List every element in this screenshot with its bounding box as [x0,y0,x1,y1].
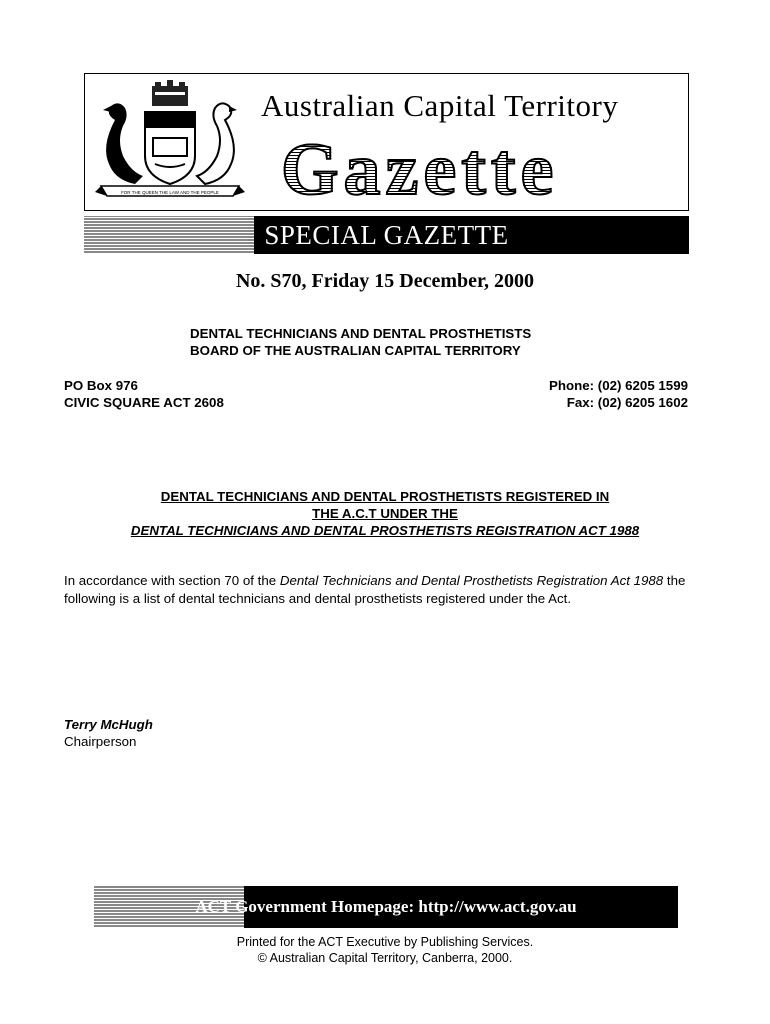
notice-body [64,572,704,608]
po-box: PO Box 976 [64,378,138,393]
phone-number: Phone: (02) 6205 1599 [549,378,688,393]
signer-title: Chairperson [64,734,137,749]
gazette-title: Gazette [281,129,559,211]
act-name: Dental Technicians and Dental Prosthetists Registration Act 1988 [279,573,664,588]
territory-title: Australian Capital Territory [261,88,619,123]
notice-heading-act: DENTAL TECHNICIANS AND DENTAL PROSTHETISTS REGISTRATION ACT 1988 [130,523,640,538]
special-gazette-label: SPECIAL GAZETTE [264,220,509,250]
body-text-start: In accordance with section 70 of the [64,573,280,588]
coat-motto: FOR THE QUEEN THE LAW AND THE PEOPLE [121,190,219,195]
copyright: © Australian Capital Territory, Canberra, 2000. [257,951,513,965]
gazette-masthead [84,73,689,211]
signer-name: Terry McHugh [64,717,153,732]
city-address: CIVIC SQUARE ACT 2608 [64,395,224,410]
notice-heading-line2: THE A.C.T UNDER THE [312,506,458,521]
issue-number-date: No. S70, Friday 15 December, 2000 [235,270,535,292]
special-gazette-banner [84,216,689,254]
fax-number: Fax: (02) 6205 1602 [566,395,688,410]
board-name-line2: BOARD OF THE AUSTRALIAN CAPITAL TERRITORY [190,343,521,358]
act-coat-of-arms-icon [95,80,245,206]
homepage-text: ACT Government Homepage: http://www.act.gov.au [195,897,577,916]
board-name-line1: DENTAL TECHNICIANS AND DENTAL PROSTHETISTS [190,326,532,341]
printed-by: Printed for the ACT Executive by Publishing Services. [236,935,534,949]
notice-heading-line1: DENTAL TECHNICIANS AND DENTAL PROSTHETISTS REGISTERED IN [160,489,610,504]
body-text-end: the following is a list of dental technicians and dental prosthetists registered under the Act. [64,573,686,606]
homepage-banner [94,886,678,928]
